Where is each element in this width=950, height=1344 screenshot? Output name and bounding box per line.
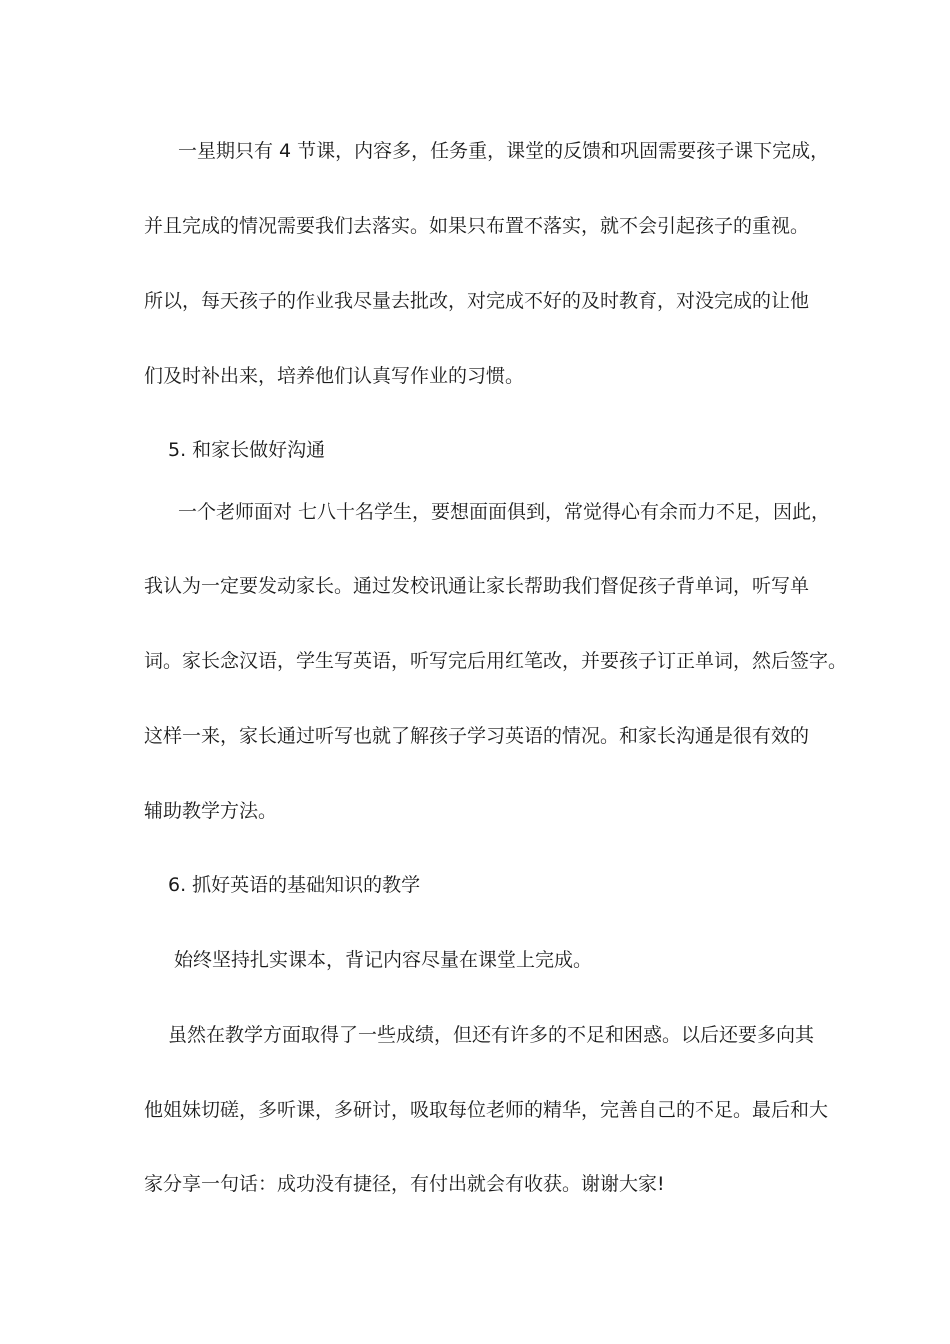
section-heading-5: 5. 和家长做好沟通 [168,439,326,461]
paragraph-homework-line-1: 一星期只有 4 节课，内容多，任务重，课堂的反馈和巩固需要孩子课下完成， [178,140,830,162]
paragraph-homework-line-3: 所以，每天孩子的作业我尽量去批改，对完成不好的及时教育，对没完成的让他 [144,290,810,312]
paragraph-closing-line-2: 他姐妹切磋，多听课，多研讨，吸取每位老师的精华，完善自己的不足。最后和大 [144,1099,829,1121]
paragraph-basics: 始终坚持扎实课本，背记内容尽量在课堂上完成。 [174,949,593,971]
paragraph-parents-line-2: 我认为一定要发动家长。通过发校讯通让家长帮助我们督促孩子背单词，听写单 [144,575,810,597]
paragraph-parents-line-4: 这样一来，家长通过听写也就了解孩子学习英语的情况。和家长沟通是很有效的 [144,725,810,747]
paragraph-parents-line-1: 一个老师面对 七八十名学生，要想面面俱到，常觉得心有余而力不足，因此， [178,501,831,523]
section-heading-6: 6. 抓好英语的基础知识的教学 [168,874,421,896]
paragraph-homework-line-2: 并且完成的情况需要我们去落实。如果只布置不落实，就不会引起孩子的重视。 [144,215,810,237]
paragraph-closing-line-1: 虽然在教学方面取得了一些成绩，但还有许多的不足和困惑。以后还要多向其 [168,1024,815,1046]
paragraph-closing-line-3: 家分享一句话：成功没有捷径，有付出就会有收获。谢谢大家! [144,1173,665,1195]
paragraph-homework-line-4: 们及时补出来，培养他们认真写作业的习惯。 [144,365,525,387]
paragraph-parents-line-5: 辅助教学方法。 [144,800,278,822]
paragraph-parents-line-3: 词。家长念汉语，学生写英语，听写完后用红笔改，并要孩子订正单词，然后签字。 [144,650,848,672]
